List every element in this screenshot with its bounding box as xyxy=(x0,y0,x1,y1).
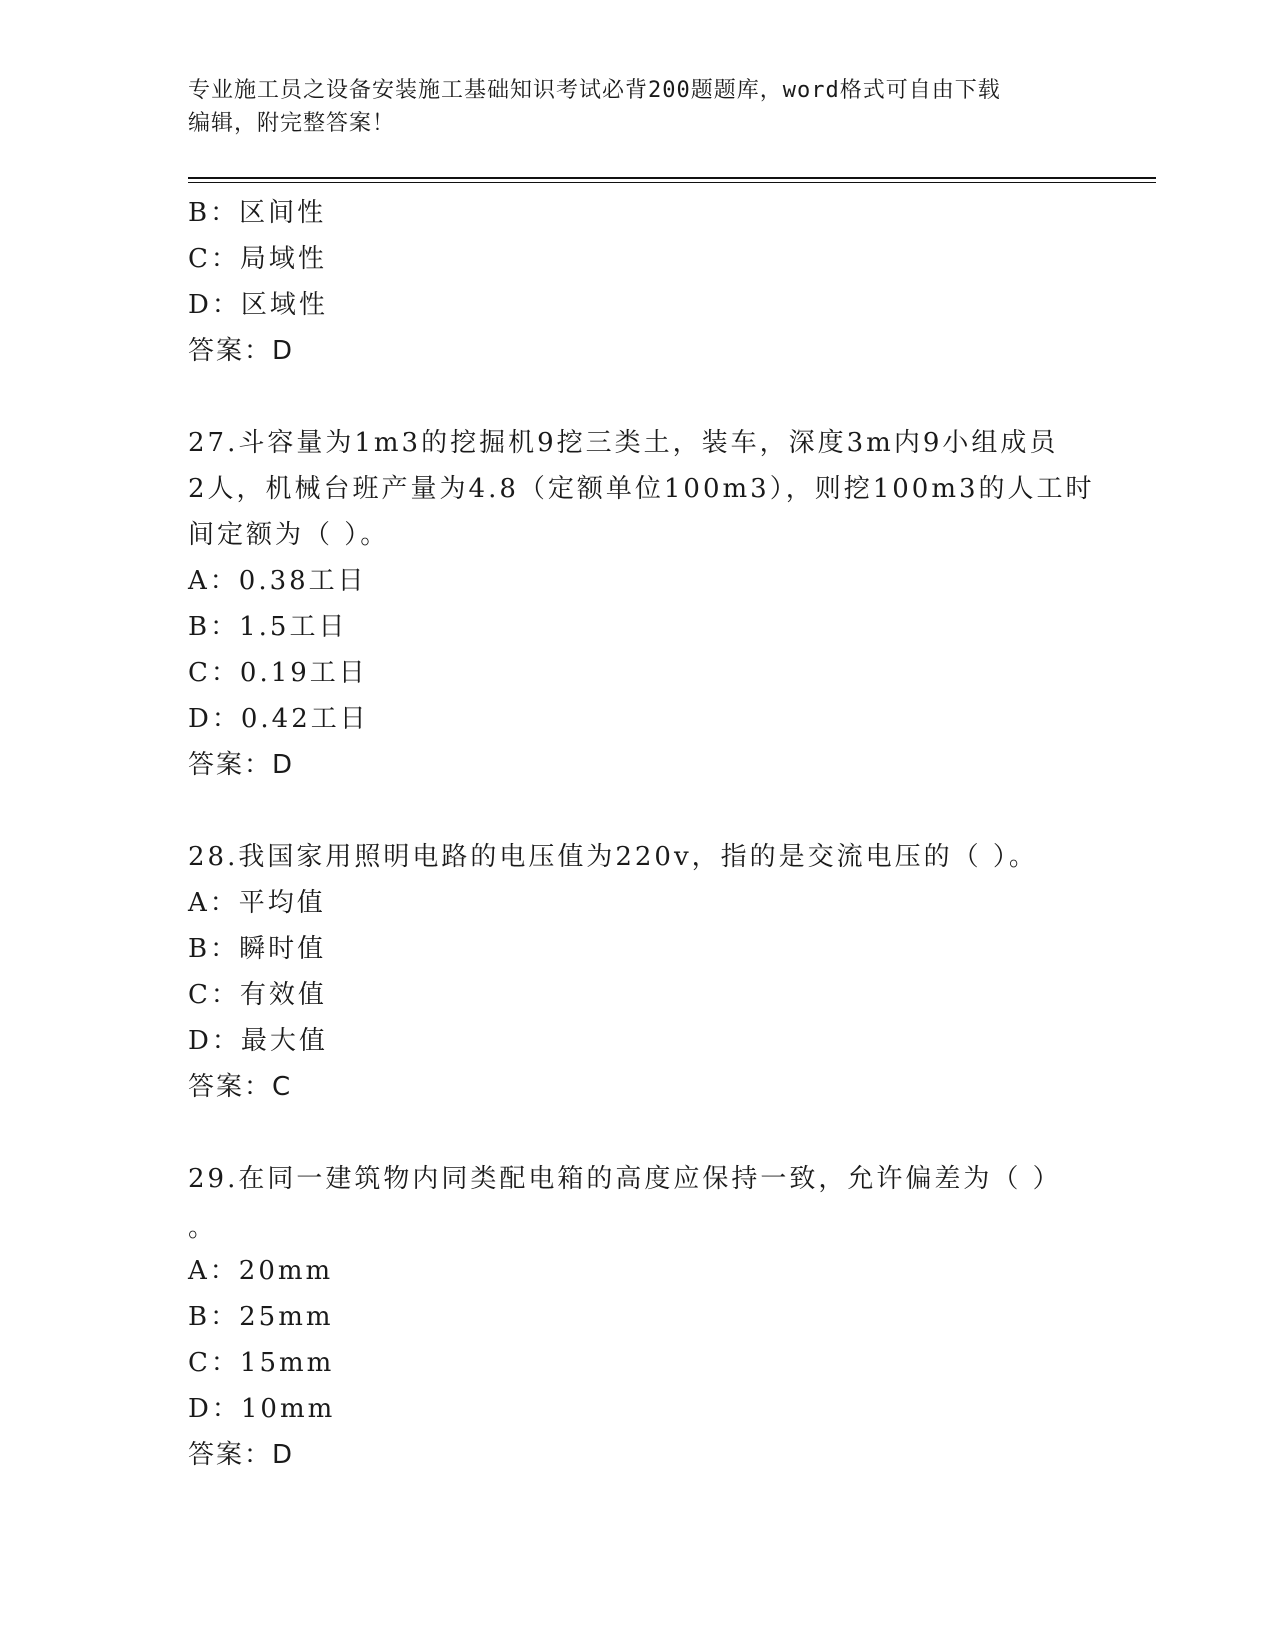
option-text: 瞬时值 xyxy=(239,934,327,964)
option-label: C： xyxy=(188,980,240,1010)
option-text: 0.19工日 xyxy=(239,658,368,688)
question-text-line: 29.在同一建筑物内同类配电箱的高度应保持一致，允许偏差为（ ） xyxy=(188,1164,1062,1194)
question-text xyxy=(188,420,1095,558)
option-label: C： xyxy=(188,658,240,688)
spacer xyxy=(188,374,1068,420)
question-text-line: 间定额为（ ）。 xyxy=(188,520,390,550)
option-text: 15mm xyxy=(239,1348,335,1378)
option-a xyxy=(188,1248,1068,1294)
option-text: 1.5工日 xyxy=(239,612,348,642)
option-text: 0.42工日 xyxy=(240,704,369,734)
question-27 xyxy=(188,420,1095,788)
answer-line: 答案：D xyxy=(188,336,295,366)
answer-line: 答案：D xyxy=(188,1440,295,1470)
question-text-line: 27.斗容量为1m3的挖掘机9挖三类土，装车，深度3m内9小组成员 xyxy=(188,428,1059,458)
question-text-line: 2人，机械台班产量为4.8（定额单位100m3），则挖100m3的人工时 xyxy=(188,474,1095,504)
option-label: B： xyxy=(188,1302,240,1332)
option-label: A： xyxy=(188,566,239,596)
answer-line: 答案：C xyxy=(188,1072,293,1102)
option-text: 20mm xyxy=(238,1256,334,1286)
option-text: 区间性 xyxy=(239,198,327,228)
option-text: 区域性 xyxy=(240,290,328,320)
option-a xyxy=(188,558,1068,604)
option-text: 有效值 xyxy=(239,980,327,1010)
option-c xyxy=(188,650,1068,696)
option-label: D： xyxy=(188,704,241,734)
option-text: 平均值 xyxy=(238,888,326,918)
question-text xyxy=(188,834,1068,880)
option-text: 最大值 xyxy=(240,1026,328,1056)
option-b xyxy=(188,926,1068,972)
question-26-tail xyxy=(188,190,1068,374)
question-28 xyxy=(188,834,1068,1110)
question-text xyxy=(188,1156,1068,1248)
question-29 xyxy=(188,1156,1068,1478)
option-text: 0.38工日 xyxy=(238,566,367,596)
option-label: B： xyxy=(188,934,240,964)
option-label: D： xyxy=(188,290,241,320)
option-a xyxy=(188,880,1068,926)
option-label: A： xyxy=(188,1256,239,1286)
document-header xyxy=(188,74,1068,140)
header-title-line-2: 编辑，附完整答案！ xyxy=(188,111,396,136)
spacer xyxy=(188,788,1068,834)
option-text: 25mm xyxy=(239,1302,334,1332)
option-label: B： xyxy=(188,198,240,228)
option-label: A： xyxy=(188,888,239,918)
option-label: D： xyxy=(188,1026,241,1056)
question-text-line: 28.我国家用照明电路的电压值为220v，指的是交流电压的（ ）。 xyxy=(188,842,1038,872)
option-c xyxy=(188,972,1068,1018)
option-b xyxy=(188,1294,1068,1340)
option-label: B： xyxy=(188,612,240,642)
option-d xyxy=(188,696,1068,742)
option-label: C： xyxy=(188,244,240,274)
option-text: 10mm xyxy=(240,1394,336,1424)
option-label: C： xyxy=(188,1348,240,1378)
option-b xyxy=(188,604,1068,650)
option-b xyxy=(188,190,1068,236)
option-d xyxy=(188,1018,1068,1064)
header-divider-thick xyxy=(188,177,1156,179)
option-d xyxy=(188,1386,1068,1432)
header-title-line-1: 专业施工员之设备安装施工基础知识考试必背200题题库，word格式可自由下载 xyxy=(188,78,1001,103)
option-label: D： xyxy=(188,1394,241,1424)
question-list xyxy=(188,190,1095,1478)
spacer xyxy=(188,1110,1068,1156)
option-c xyxy=(188,236,1068,282)
question-text-line: 。 xyxy=(188,1213,218,1243)
header-divider-thin xyxy=(188,182,1156,183)
option-d xyxy=(188,282,1068,328)
option-text: 局域性 xyxy=(239,244,327,274)
answer-line: 答案：D xyxy=(188,750,295,780)
option-c xyxy=(188,1340,1068,1386)
